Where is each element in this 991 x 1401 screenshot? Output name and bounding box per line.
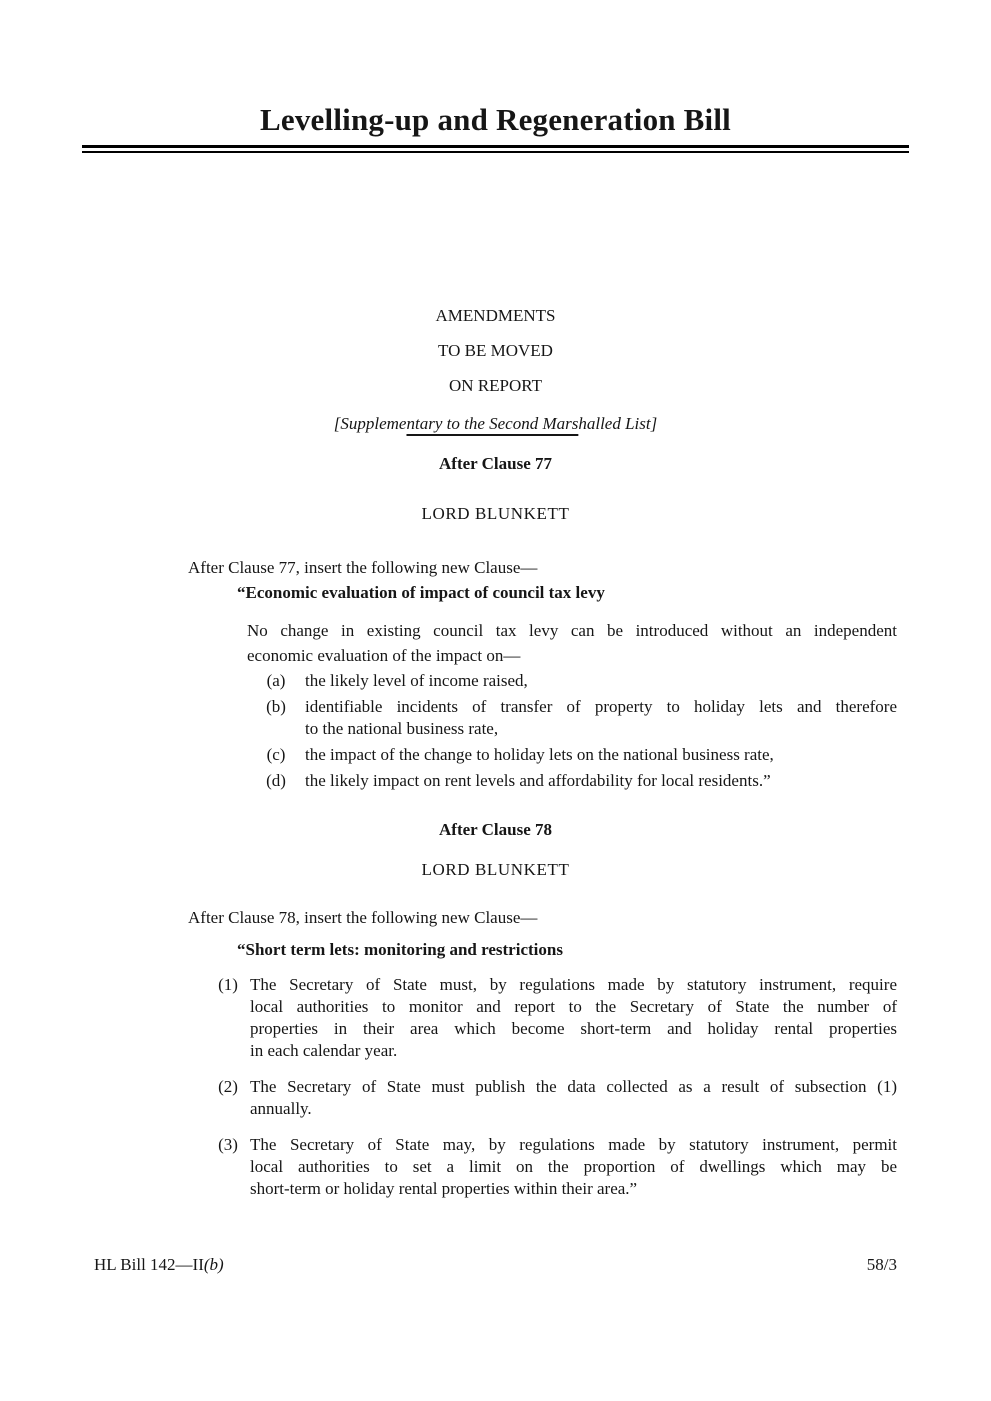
- title-rule: [82, 145, 909, 153]
- item-line: short-term or holiday rental properties within their area.”: [250, 1179, 638, 1198]
- clause-intro: [247, 618, 897, 668]
- heading-to-be-moved: TO BE MOVED: [438, 341, 553, 360]
- item-label: (a): [266, 671, 286, 690]
- bill-reference-suffix: (b): [203, 1255, 224, 1274]
- instruction-text: After Clause 77, insert the following new Clause—: [188, 558, 538, 577]
- item-line: in each calendar year.: [250, 1041, 398, 1060]
- instruction-text: After Clause 78, insert the following new Clause—: [188, 908, 538, 927]
- subsection-3: [206, 1134, 897, 1200]
- item-text: [305, 744, 897, 766]
- list-item-a: [247, 670, 897, 692]
- item-line: the impact of the change to holiday lets on the national business rate,: [305, 745, 774, 764]
- item-line: local authorities to monitor and report to the Secretary of State the number of: [250, 997, 897, 1016]
- footer: [94, 1254, 897, 1276]
- numbered-list: [206, 974, 897, 1200]
- item-label: (b): [266, 697, 286, 716]
- item-text: [250, 1134, 897, 1200]
- subsection-2: [206, 1076, 897, 1120]
- item-label: (c): [266, 745, 286, 764]
- section-marker-after-clause-77: After Clause 77: [439, 454, 552, 473]
- item-text: [305, 696, 897, 740]
- item-line: the likely level of income raised,: [305, 671, 528, 690]
- supplementary-post: halled List]: [578, 414, 658, 433]
- supplementary-note: [94, 413, 897, 435]
- bill-title: Levelling-up and Regeneration Bill: [260, 102, 731, 137]
- page-number: 58/3: [866, 1255, 897, 1274]
- sponsor-name: LORD BLUNKETT: [421, 860, 570, 879]
- item-text: [305, 670, 897, 692]
- intro-line: economic evaluation of the impact on—: [247, 646, 521, 665]
- item-line: local authorities to set a limit on the proportion of dwellings which may be: [250, 1157, 897, 1176]
- bill-reference: [94, 1254, 224, 1276]
- item-line: identifiable incidents of transfer of property to holiday lets and therefore: [305, 697, 897, 716]
- list-item-c: [247, 744, 897, 766]
- subsection-1: [206, 974, 897, 1062]
- item-line: annually.: [250, 1099, 312, 1118]
- item-line: to the national business rate,: [305, 719, 499, 738]
- clause-title: “Economic evaluation of impact of council tax levy: [237, 583, 605, 602]
- heading-on-report: ON REPORT: [449, 376, 542, 395]
- lettered-list: [247, 670, 897, 792]
- clause-title: “Short term lets: monitoring and restrictions: [237, 940, 563, 959]
- item-label: (2): [218, 1077, 238, 1096]
- item-line: The Secretary of State may, by regulations made by statutory instrument, permit: [250, 1135, 897, 1154]
- item-line: properties in their area which become short-term and holiday rental properties: [250, 1019, 897, 1038]
- item-text: [305, 770, 897, 792]
- item-label: (1): [218, 975, 238, 994]
- list-item-b: [247, 696, 897, 740]
- item-line: the likely impact on rent levels and affordability for local residents.”: [305, 771, 771, 790]
- heading-amendments: AMENDMENTS: [435, 306, 556, 325]
- supplementary-pre: [Suppleme: [333, 414, 407, 433]
- item-text: [250, 974, 897, 1062]
- bill-reference-text: HL Bill 142—II: [94, 1255, 204, 1274]
- list-item-d: [247, 770, 897, 792]
- section-marker-after-clause-78: After Clause 78: [439, 820, 552, 839]
- item-label: (d): [266, 771, 286, 790]
- intro-line: No change in existing council tax levy can be introduced without an independent: [247, 621, 897, 640]
- sponsor-name: LORD BLUNKETT: [421, 504, 570, 523]
- item-line: The Secretary of State must publish the data collected as a result of subsection (1): [250, 1077, 897, 1096]
- item-text: [250, 1076, 897, 1120]
- supplementary-underlined: ntary to the Second Mars: [406, 414, 579, 433]
- item-line: The Secretary of State must, by regulations made by statutory instrument, require: [250, 975, 897, 994]
- item-label: (3): [218, 1135, 238, 1154]
